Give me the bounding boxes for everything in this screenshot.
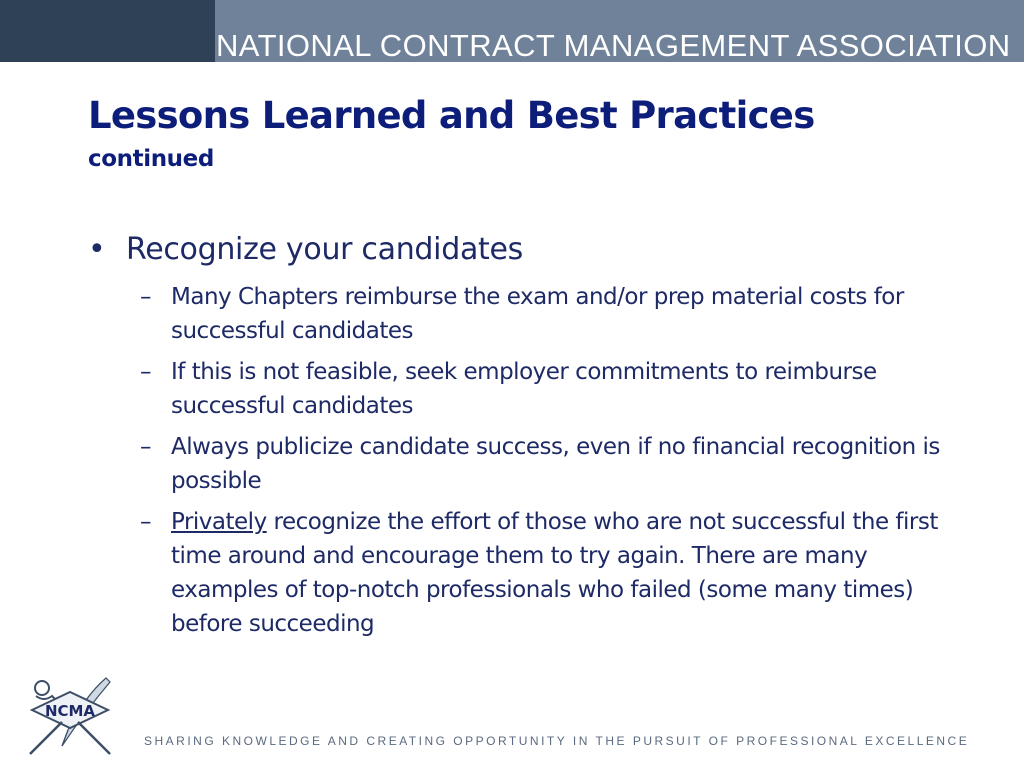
sub-bullet-list xyxy=(140,280,960,648)
dash-icon: – xyxy=(140,359,151,385)
sub-bullet-item xyxy=(140,430,960,498)
footer-tagline: SHARING KNOWLEDGE AND CREATING OPPORTUNITY IN THE PURSUIT OF PROFESSIONAL EXCELLENCE xyxy=(144,734,970,748)
sub-bullet-text: Many Chapters reimburse the exam and/or prep material costs for successful candidates xyxy=(171,284,904,344)
slide-title: Lessons Learned and Best Practices xyxy=(88,94,815,137)
sub-bullet-item xyxy=(140,355,960,423)
sub-bullet-text: Always publicize candidate success, even if no financial recognition is possible xyxy=(171,434,940,494)
header-dark-block xyxy=(0,0,215,62)
figure-head xyxy=(35,681,49,695)
slide-subtitle: continued xyxy=(88,146,214,172)
dash-icon: – xyxy=(140,284,151,310)
ncma-logo xyxy=(22,672,118,758)
sub-bullet-text: If this is not feasible, seek employer commitments to reimburse successful candidates xyxy=(171,359,877,419)
dash-icon: – xyxy=(140,509,151,535)
sub-bullet-item xyxy=(140,280,960,348)
underlined-word: Privately xyxy=(171,509,267,535)
main-bullet xyxy=(88,230,948,270)
sub-bullet-text: recognize the effort of those who are not successful the first time around and encourage them to try again. There are many examples of top-notch professionals who failed (some many times) before succeeding xyxy=(171,509,938,637)
main-bullet-text: Recognize your candidates xyxy=(126,232,523,267)
logo-text: NCMA xyxy=(44,702,96,720)
dash-icon: – xyxy=(140,434,151,460)
bullet-icon: • xyxy=(88,232,106,267)
sub-bullet-item xyxy=(140,505,960,641)
header-bar xyxy=(0,0,1024,62)
organization-name: NATIONAL CONTRACT MANAGEMENT ASSOCIATION xyxy=(216,28,1011,63)
